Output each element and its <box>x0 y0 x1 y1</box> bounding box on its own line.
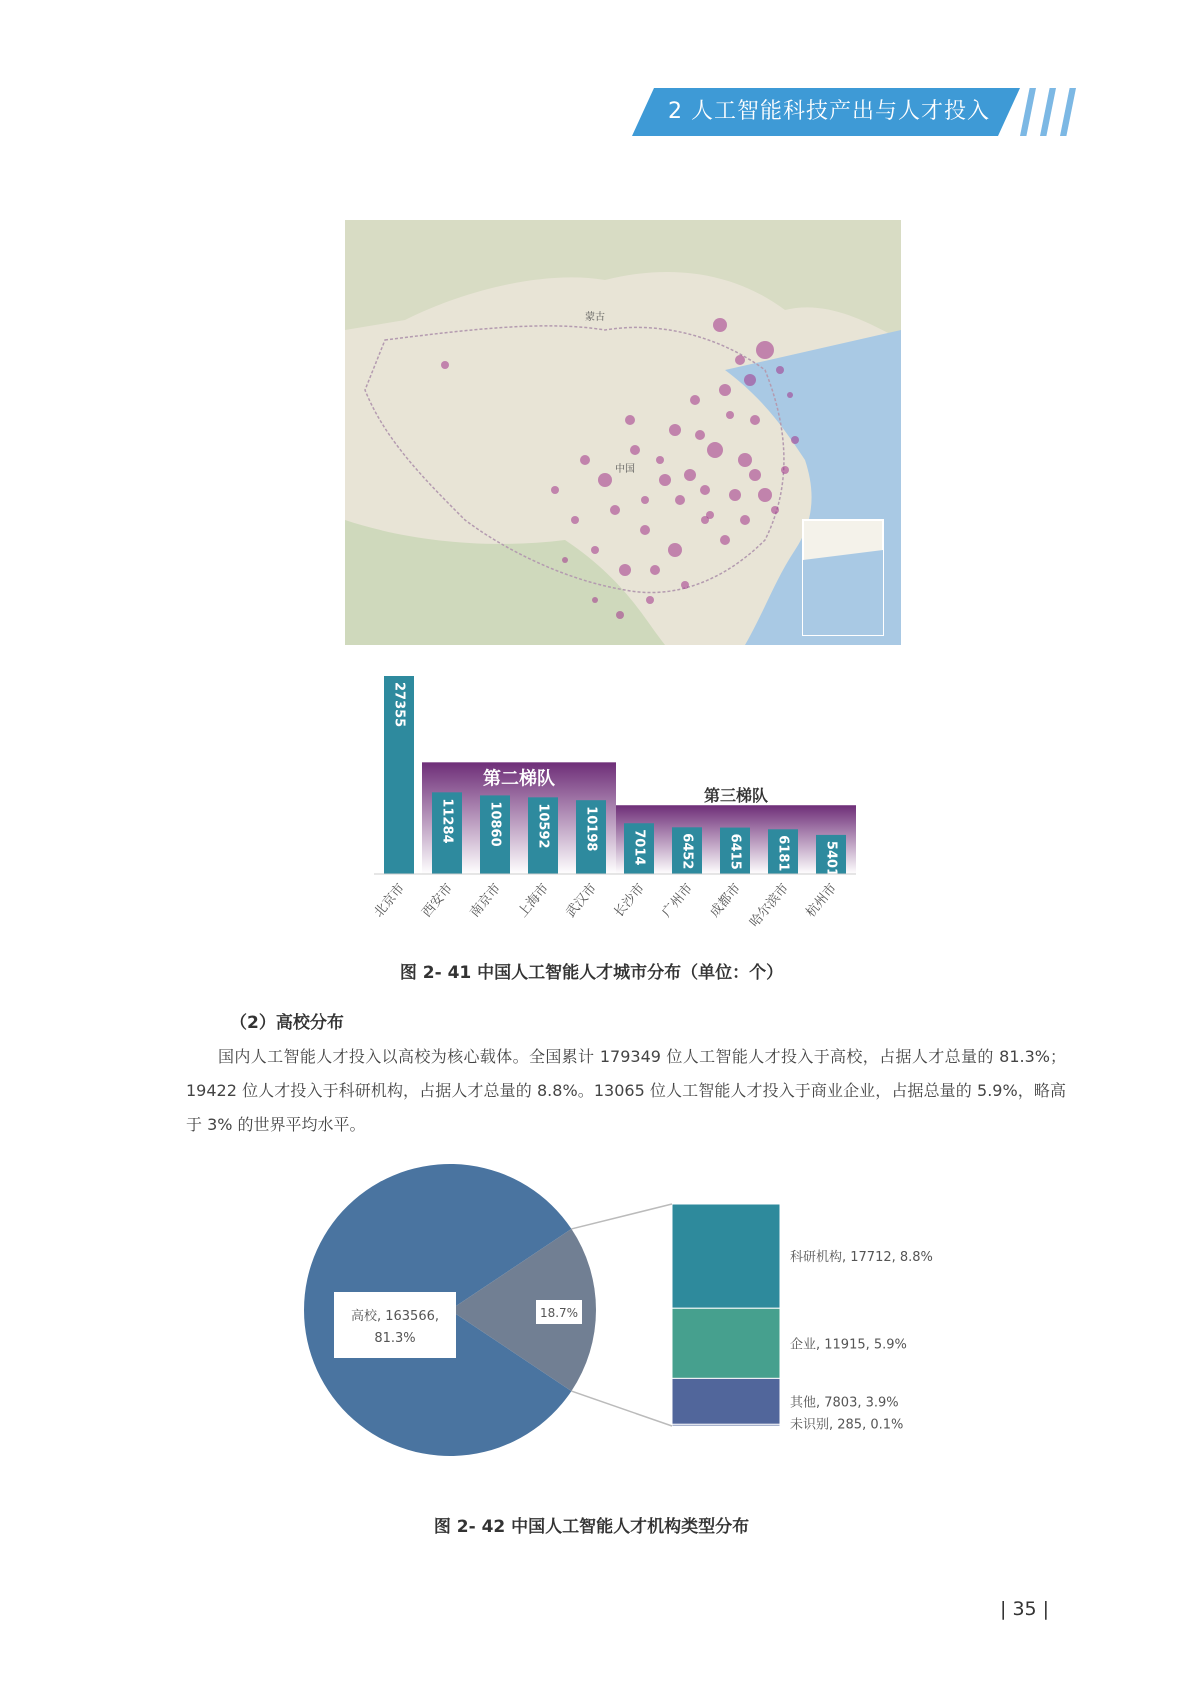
map-dot <box>684 469 696 481</box>
map-image <box>345 220 901 645</box>
category-label: 杭州市 <box>803 880 841 921</box>
category-label: 南京市 <box>467 880 505 921</box>
map-dot <box>646 596 654 604</box>
breakdown-segment <box>672 1308 780 1378</box>
pie-label: 81.3% <box>374 1331 416 1346</box>
map-dot <box>695 430 705 440</box>
bar-value-label: 10198 <box>583 806 599 852</box>
connector-line <box>571 1204 672 1229</box>
map-dot <box>738 453 752 467</box>
map-dot <box>758 488 772 502</box>
breakdown-label: 其他, 7803, 3.9% <box>790 1395 899 1411</box>
pie-label: 18.7% <box>539 1306 579 1320</box>
map-dot <box>756 341 774 359</box>
category-label: 哈尔滨市 <box>747 880 793 931</box>
map-dot <box>791 436 799 444</box>
bar-value-label: 27355 <box>391 682 407 728</box>
bar-value-label: 10860 <box>487 801 503 847</box>
breakdown-label: 科研机构, 17712, 8.8% <box>790 1250 933 1266</box>
chapter-title: 2 人工智能科技产出与人才投入 <box>668 99 990 124</box>
map-dot <box>706 511 714 519</box>
map-dot <box>562 557 568 563</box>
map-dot <box>749 469 761 481</box>
map-label: 中国 <box>615 464 635 475</box>
map-dot <box>713 318 727 332</box>
map-dot <box>598 473 612 487</box>
map-dot <box>580 455 590 465</box>
map-dot <box>707 442 723 458</box>
category-label: 武汉市 <box>563 880 601 921</box>
map-dot <box>719 384 731 396</box>
map-dot <box>656 456 664 464</box>
breakdown-segment <box>672 1204 780 1308</box>
map-dot <box>640 525 650 535</box>
tier3-label: 第三梯队 <box>703 786 769 806</box>
section-heading: （2）高校分布 <box>230 1013 344 1033</box>
map-dot <box>592 597 598 603</box>
pie-label-box <box>334 1292 456 1358</box>
bar-value-label: 6181 <box>775 835 791 872</box>
bar-value-label: 11284 <box>439 798 455 844</box>
banner-stripe <box>1040 88 1056 136</box>
bar-value-label: 5401 <box>823 840 839 878</box>
map-dot <box>735 355 745 365</box>
map-dot <box>591 546 599 554</box>
map-dot <box>740 515 750 525</box>
figure-caption: 图 2- 42 中国人工智能人才机构类型分布 <box>433 1517 750 1537</box>
category-label: 长沙市 <box>611 880 649 921</box>
tier2-label: 第二梯队 <box>483 768 555 790</box>
map-dot <box>650 565 660 575</box>
pie-label: 高校, 163566, <box>350 1309 440 1324</box>
map-dot <box>771 506 779 514</box>
figure-caption: 图 2- 41 中国人工智能人才城市分布（单位：个） <box>399 963 784 983</box>
map-dot <box>659 474 671 486</box>
map-dot <box>675 495 685 505</box>
map-dot <box>551 486 559 494</box>
map-label: 蒙古 <box>585 312 605 323</box>
map-dot <box>700 485 710 495</box>
breakdown-label: 企业, 11915, 5.9% <box>790 1337 907 1353</box>
bar-value-label: 10592 <box>535 803 551 849</box>
banner-stripe <box>1060 88 1076 136</box>
breakdown-label: 未识别, 285, 0.1% <box>790 1417 904 1433</box>
institution-pie-chart <box>300 1160 960 1480</box>
connector-line <box>571 1391 672 1426</box>
map-dot <box>669 424 681 436</box>
map-dot <box>630 445 640 455</box>
category-label: 上海市 <box>515 880 553 921</box>
talent-map <box>345 220 901 645</box>
map-dot <box>690 395 700 405</box>
map-dot <box>726 411 734 419</box>
map-dot <box>571 516 579 524</box>
map-dot <box>641 496 649 504</box>
banner-stripe <box>1020 88 1036 136</box>
breakdown-segment <box>672 1424 780 1426</box>
category-label: 成都市 <box>707 880 745 921</box>
bar-value-label: 7014 <box>631 829 647 866</box>
body-paragraph: 国内人工智能人才投入以高校为核心载体。全国累计 179349 位人工智能人才投入于高校，占据人才总量的 81.3%；19422 位人才投入于科研机构，占据人才总量的 8.8%。13065 位人工智能人才投入于商业企业，占据总量的 5.9%，略高于 3% 的世界平均水平。 <box>186 1047 1066 1134</box>
map-dot <box>720 535 730 545</box>
map-dot <box>787 392 793 398</box>
map-dot <box>744 374 756 386</box>
city-bar-chart <box>370 662 910 962</box>
map-dot <box>616 611 624 619</box>
bar-value-label: 6415 <box>727 833 743 870</box>
map-dot <box>441 361 449 369</box>
map-dot <box>681 581 689 589</box>
category-label: 西安市 <box>419 880 457 921</box>
map-dot <box>729 489 741 501</box>
map-dot <box>619 564 631 576</box>
breakdown-segment <box>672 1378 780 1424</box>
map-dot <box>776 366 784 374</box>
map-dot <box>750 415 760 425</box>
bar-value-label: 6452 <box>679 833 695 870</box>
category-label: 广州市 <box>659 880 697 921</box>
map-dot <box>610 505 620 515</box>
map-dot <box>625 415 635 425</box>
category-label: 北京市 <box>371 880 409 921</box>
map-dot <box>668 543 682 557</box>
map-dot <box>781 466 789 474</box>
page-number: | 35 | <box>1000 1598 1050 1620</box>
